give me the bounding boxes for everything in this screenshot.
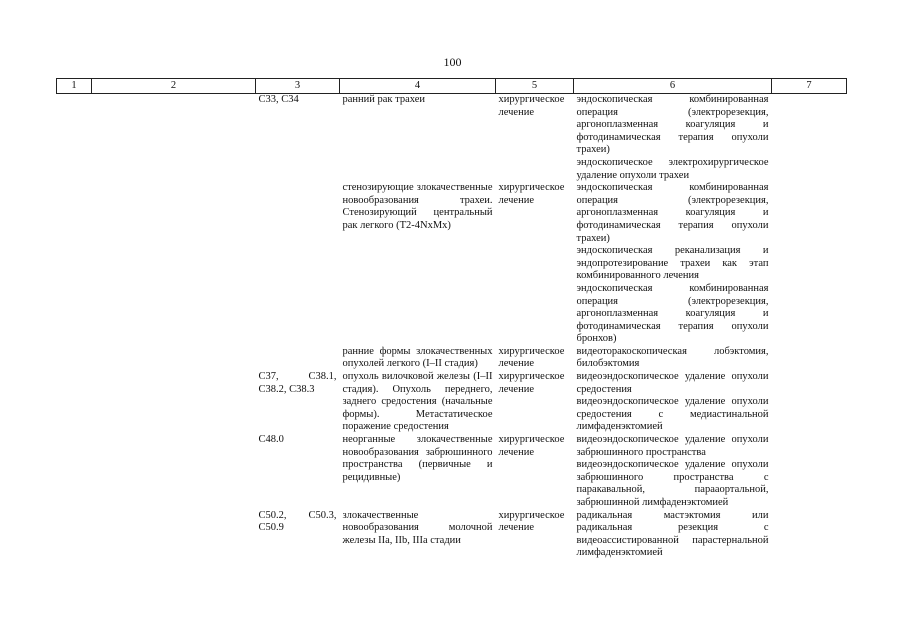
table-row (57, 434, 847, 510)
treatment-methods-cell (574, 94, 772, 183)
treatment-type-cell: хирургическое лечение (498, 345, 565, 370)
cell-col7 (772, 94, 847, 183)
cell-col7 (772, 510, 847, 560)
cell-col1 (57, 94, 92, 183)
treatment-method: радикальная мастэктомия или радикальная резекция с видеоассистированной парастернальной лимфаденэктомией (576, 509, 769, 559)
cell-col1 (57, 510, 92, 560)
treatment-method: видеоэндоскопическое удаление опухоли забрюшинного пространства (576, 434, 769, 458)
medical-procedures-table (56, 78, 847, 560)
header-cell-5: 5 (496, 79, 574, 94)
cell-col1 (57, 346, 92, 371)
cell-col2 (92, 371, 256, 434)
treatment-methods-cell (574, 182, 772, 346)
treatment-method: видеоэндоскопическое удаление опухоли средостения (576, 371, 769, 395)
treatment-method: эндоскопическая комбинированная операция (электрорезекция, аргоноплазменная коагуляция и фотодинамическая терапия опухоли бронхов) (576, 282, 769, 345)
table-row (57, 510, 847, 560)
diagnosis-code-cell: C33, C34 (258, 94, 299, 105)
treatment-type-cell: хирургическое лечение (498, 371, 565, 395)
treatment-method: видеоэндоскопическое удаление опухоли средостения с медиастинальной лимфаденэктомией (576, 396, 769, 433)
cell-col2 (92, 94, 256, 183)
treatment-type-cell: хирургическое лечение (498, 509, 565, 534)
treatment-methods-cell (574, 510, 772, 560)
header-cell-2: 2 (92, 79, 256, 94)
disease-cell: стенозирующие злокачественные новообразования трахеи. Стенозирующий центральный рак легкого (T2-4NxMx) (342, 182, 493, 231)
diagnosis-code-cell (256, 346, 340, 371)
treatment-type-cell: хирургическое лечение (498, 182, 565, 206)
header-cell-1: 1 (57, 79, 92, 94)
cell-col2 (92, 434, 256, 510)
table-row (57, 94, 847, 183)
cell-col7 (772, 371, 847, 434)
diagnosis-code-cell: C37, C38.1, C38.2, C38.3 (258, 371, 337, 395)
cell-col1 (57, 434, 92, 510)
disease-cell: ранние формы злокачественных опухолей легкого (I–II стадия) (342, 345, 493, 370)
cell-col2 (92, 182, 256, 346)
cell-col7 (772, 434, 847, 510)
page-number: 100 (443, 55, 462, 69)
table-row (57, 371, 847, 434)
header-cell-4: 4 (340, 79, 496, 94)
treatment-method: эндоскопическая реканализация и эндопротезирование трахеи как этап комбинированного лечения (576, 245, 769, 282)
header-cell-3: 3 (256, 79, 340, 94)
cell-col1 (57, 182, 92, 346)
table-row (57, 182, 847, 346)
diagnosis-code-cell: C48.0 (258, 434, 284, 446)
treatment-method: видеоэндоскопическое удаление опухоли забрюшинного пространства с паракавальной, парааортальной, забрюшинной лимфаденэктомией (576, 459, 769, 508)
cell-col2 (92, 346, 256, 371)
treatment-method: эндоскопическая комбинированная операция (электрорезекция, аргоноплазменная коагуляция и фотодинамическая терапия опухоли трахеи) (576, 94, 769, 156)
cell-col7 (772, 182, 847, 346)
treatment-methods-cell (574, 346, 772, 371)
disease-cell: неорганные злокачественные новообразования забрюшинного пространства (первичные и рецидивные) (342, 434, 493, 483)
disease-cell: злокачественные новообразования молочной железы IIa, IIb, IIIa стадии (342, 509, 493, 546)
disease-cell: опухоль вилочковой железы (I–II стадия). Опухоль переднего, заднего средостения (начальные формы). Метастатическое поражение средостения (342, 371, 493, 433)
table-row (57, 346, 847, 371)
header-cell-7: 7 (772, 79, 847, 94)
header-cell-6: 6 (574, 79, 772, 94)
diagnosis-code-cell (256, 182, 340, 346)
table-header-row (57, 79, 847, 94)
treatment-method: видеоторакоскопическая лобэктомия, билобэктомия (576, 345, 769, 370)
treatment-method: эндоскопическое электрохирургическое удаление опухоли трахеи (576, 156, 769, 181)
cell-col2 (92, 510, 256, 560)
cell-col7 (772, 346, 847, 371)
treatment-methods-cell (574, 434, 772, 510)
treatment-method: эндоскопическая комбинированная операция (электрорезекция, аргоноплазменная коагуляция и фотодинамическая терапия опухоли трахеи) (576, 182, 769, 244)
cell-col1 (57, 371, 92, 434)
diagnosis-code-cell: C50.2, C50.3, C50.9 (258, 509, 337, 534)
treatment-methods-cell (574, 371, 772, 434)
disease-cell: ранний рак трахеи (342, 94, 426, 105)
treatment-type-cell: хирургическое лечение (498, 434, 565, 458)
treatment-type-cell: хирургическое лечение (498, 94, 565, 118)
